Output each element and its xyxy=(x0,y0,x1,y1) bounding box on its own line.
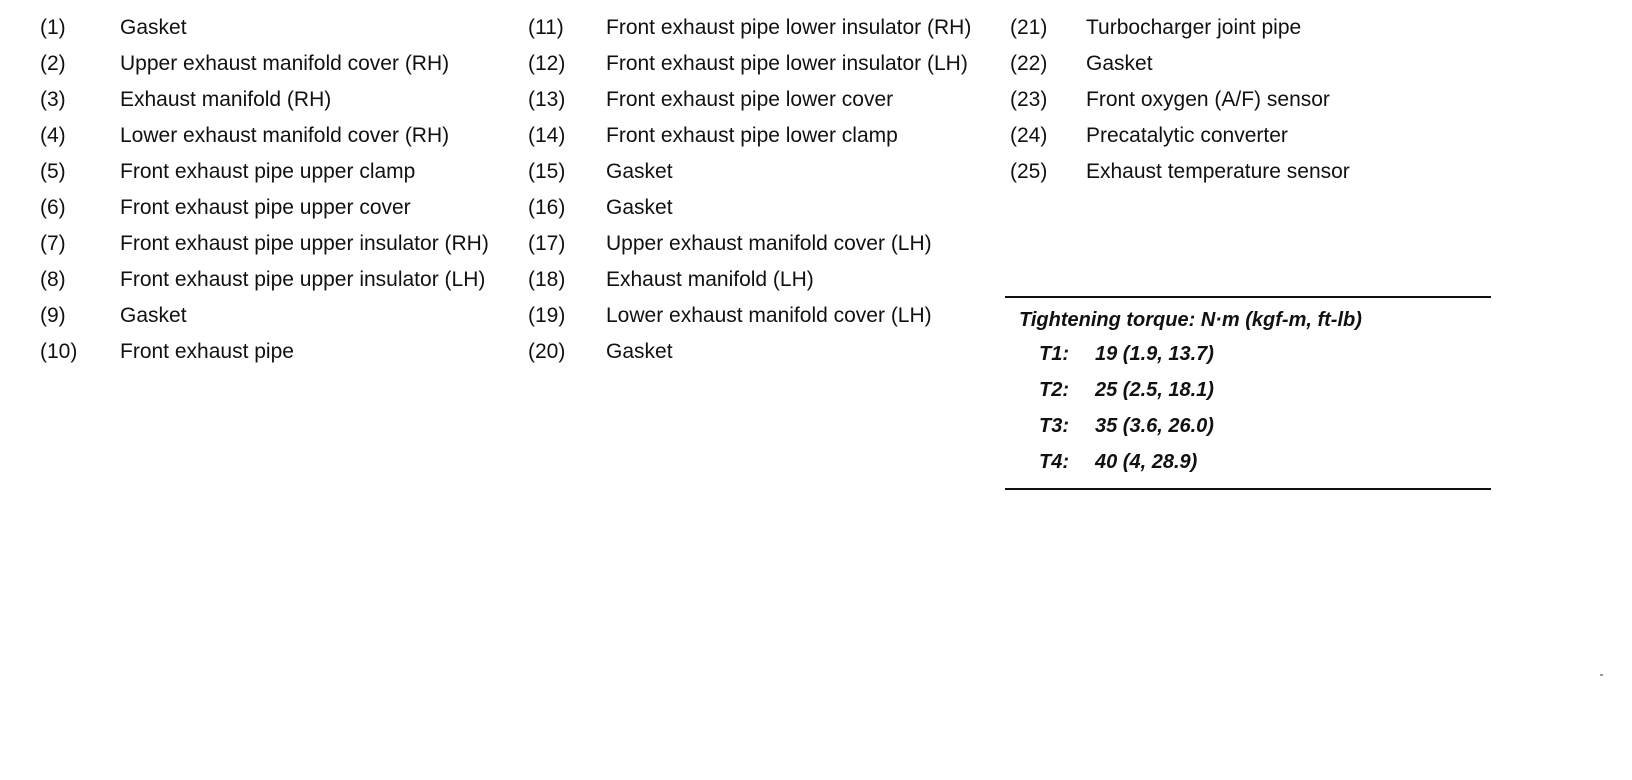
torque-value: 25 (2.5, 18.1) xyxy=(1095,379,1214,401)
part-name: Exhaust manifold (LH) xyxy=(606,268,814,291)
part-number: (5) xyxy=(40,160,66,183)
part-item xyxy=(40,48,520,80)
part-number: (15) xyxy=(528,160,566,183)
part-item xyxy=(528,228,1008,260)
part-name: Gasket xyxy=(606,196,673,219)
part-name: Front exhaust pipe xyxy=(120,340,294,363)
torque-row xyxy=(1019,372,1491,408)
part-item xyxy=(528,300,1008,332)
torque-row xyxy=(1019,336,1491,372)
part-item xyxy=(528,192,1008,224)
part-name: Precatalytic converter xyxy=(1086,124,1288,147)
part-name: Exhaust manifold (RH) xyxy=(120,88,332,111)
torque-label: T3: xyxy=(1039,415,1069,437)
torque-row xyxy=(1019,408,1491,444)
part-number: (7) xyxy=(40,232,66,255)
part-name: Lower exhaust manifold cover (LH) xyxy=(606,304,932,327)
part-number: (6) xyxy=(40,196,66,219)
part-item xyxy=(1010,12,1490,44)
part-name: Front exhaust pipe upper insulator (RH) xyxy=(120,232,489,255)
part-number: (9) xyxy=(40,304,66,327)
part-name: Gasket xyxy=(120,304,187,327)
part-name: Front oxygen (A/F) sensor xyxy=(1086,88,1330,111)
part-number: (11) xyxy=(528,16,564,39)
part-number: (25) xyxy=(1010,160,1048,183)
scan-speck xyxy=(1600,674,1603,676)
part-item xyxy=(40,300,520,332)
torque-value: 35 (3.6, 26.0) xyxy=(1095,415,1214,437)
part-number: (22) xyxy=(1010,52,1048,75)
part-number: (23) xyxy=(1010,88,1048,111)
part-item xyxy=(1010,120,1490,152)
part-name: Upper exhaust manifold cover (LH) xyxy=(606,232,932,255)
part-item xyxy=(528,84,1008,116)
part-name: Gasket xyxy=(1086,52,1153,75)
part-number: (1) xyxy=(40,16,66,39)
part-name: Front exhaust pipe lower clamp xyxy=(606,124,898,147)
part-item xyxy=(528,48,1008,80)
part-item xyxy=(528,120,1008,152)
part-item xyxy=(528,264,1008,296)
torque-label: T2: xyxy=(1039,379,1069,401)
part-name: Front exhaust pipe lower cover xyxy=(606,88,894,111)
torque-row xyxy=(1019,444,1491,480)
part-name: Upper exhaust manifold cover (RH) xyxy=(120,52,450,75)
part-item xyxy=(528,12,1008,44)
part-number: (18) xyxy=(528,268,566,291)
part-item xyxy=(1010,48,1490,80)
tightening-torque-table xyxy=(1005,296,1491,490)
part-number: (21) xyxy=(1010,16,1048,39)
torque-label: T4: xyxy=(1039,451,1069,473)
part-number: (3) xyxy=(40,88,66,111)
part-number: (2) xyxy=(40,52,66,75)
part-name: Turbocharger joint pipe xyxy=(1086,16,1302,39)
part-item xyxy=(1010,156,1490,188)
part-name: Exhaust temperature sensor xyxy=(1086,160,1350,183)
parts-column-3 xyxy=(1010,12,1490,192)
torque-title: Tightening torque: N·m (kgf-m, ft-lb) xyxy=(1019,309,1362,331)
part-name: Front exhaust pipe upper clamp xyxy=(120,160,416,183)
part-number: (13) xyxy=(528,88,566,111)
torque-value: 19 (1.9, 13.7) xyxy=(1095,343,1214,365)
part-name: Lower exhaust manifold cover (RH) xyxy=(120,124,450,147)
part-number: (16) xyxy=(528,196,566,219)
part-item xyxy=(40,84,520,116)
part-name: Front exhaust pipe upper insulator (LH) xyxy=(120,268,486,291)
part-number: (8) xyxy=(40,268,66,291)
part-item xyxy=(528,156,1008,188)
part-name: Front exhaust pipe lower insulator (RH) xyxy=(606,16,972,39)
part-name: Front exhaust pipe upper cover xyxy=(120,196,411,219)
part-item xyxy=(40,228,520,260)
part-item xyxy=(40,120,520,152)
part-item xyxy=(528,336,1008,368)
part-item xyxy=(40,336,520,368)
part-name: Front exhaust pipe lower insulator (LH) xyxy=(606,52,968,75)
part-number: (20) xyxy=(528,340,566,363)
parts-column-1 xyxy=(40,12,520,372)
part-name: Gasket xyxy=(606,340,673,363)
parts-column-2 xyxy=(528,12,1008,372)
part-item xyxy=(40,12,520,44)
part-number: (24) xyxy=(1010,124,1048,147)
part-number: (4) xyxy=(40,124,66,147)
part-item xyxy=(1010,84,1490,116)
part-name: Gasket xyxy=(606,160,673,183)
part-number: (19) xyxy=(528,304,566,327)
part-number: (12) xyxy=(528,52,566,75)
part-item xyxy=(40,156,520,188)
part-number: (14) xyxy=(528,124,566,147)
part-number: (10) xyxy=(40,340,78,363)
part-item xyxy=(40,192,520,224)
torque-label: T1: xyxy=(1039,343,1069,365)
torque-value: 40 (4, 28.9) xyxy=(1095,451,1198,473)
part-name: Gasket xyxy=(120,16,187,39)
part-number: (17) xyxy=(528,232,566,255)
part-item xyxy=(40,264,520,296)
